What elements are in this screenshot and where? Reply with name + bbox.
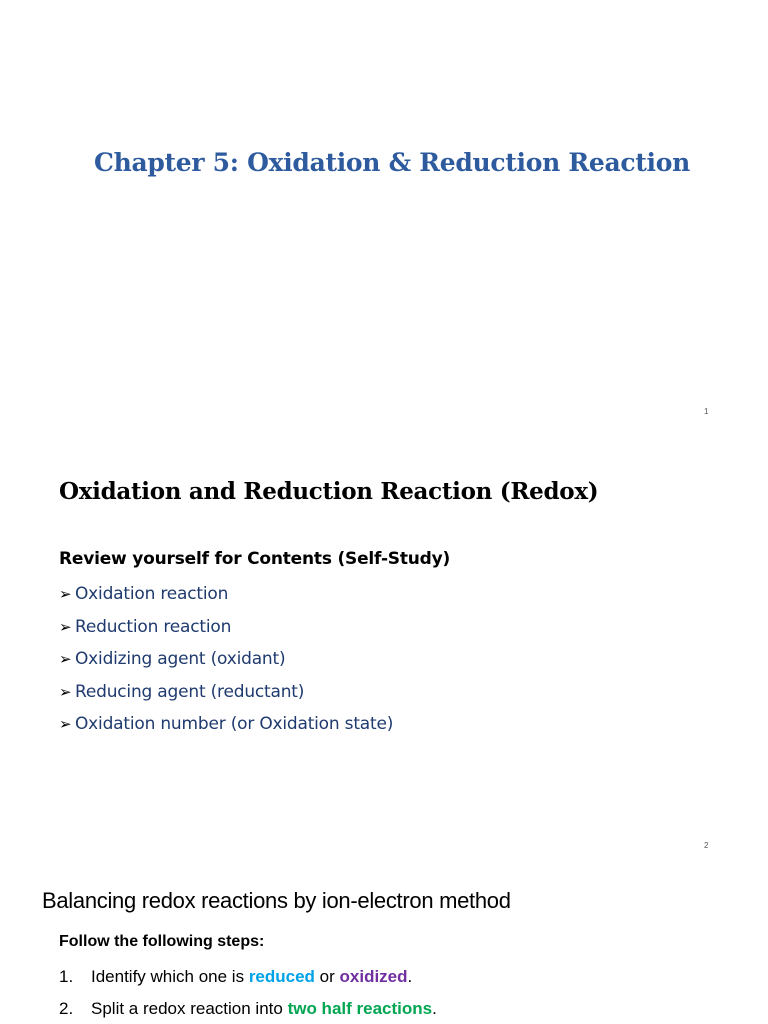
topic-list [59,580,393,743]
page-number: 2 [704,841,709,850]
step-item [59,996,437,1024]
review-heading: Review yourself for Contents (Self-Study) [59,549,451,569]
step-text: Split a redox reaction into [91,999,288,1018]
list-item [59,710,393,743]
slide-title: Balancing redox reactions by ion-electron method [42,888,511,913]
page-number: 1 [704,407,709,416]
slide-2 [0,432,768,864]
highlight-half-reactions: two half reactions [287,999,433,1018]
list-item-text: Oxidation number (or Oxidation state) [75,714,394,734]
slide-3 [0,864,768,1024]
step-text: Identify which one is [91,967,249,986]
list-item [59,678,393,711]
slide-1 [0,0,768,432]
step-text: . [407,967,413,986]
highlight-oxidized: oxidized [339,967,408,986]
list-item-text: Reduction reaction [75,616,232,637]
list-item [59,645,393,678]
arrow-bullet-icon: ➢ [59,617,72,636]
list-item-text: Oxidizing agent (oxidant) [75,649,286,669]
list-item-text: Oxidation reaction [75,584,229,604]
chapter-title: Chapter 5: Oxidation & Reduction Reaction [94,148,691,177]
arrow-bullet-icon: ➢ [59,585,72,603]
step-number: 2. [59,999,74,1018]
steps-intro: Follow the following steps: [59,933,265,950]
step-number: 1. [59,967,74,986]
steps-list [59,964,437,1024]
slide-title: Oxidation and Reduction Reaction (Redox) [59,478,599,505]
highlight-reduced: reduced [248,967,315,986]
step-text: . [432,999,437,1018]
list-item-text: Reducing agent (reductant) [75,681,305,702]
step-item [59,964,437,996]
step-text: or [314,967,340,986]
list-item [59,580,393,613]
arrow-bullet-icon: ➢ [59,715,72,733]
arrow-bullet-icon: ➢ [59,682,72,701]
list-item [59,613,393,646]
arrow-bullet-icon: ➢ [59,650,72,668]
